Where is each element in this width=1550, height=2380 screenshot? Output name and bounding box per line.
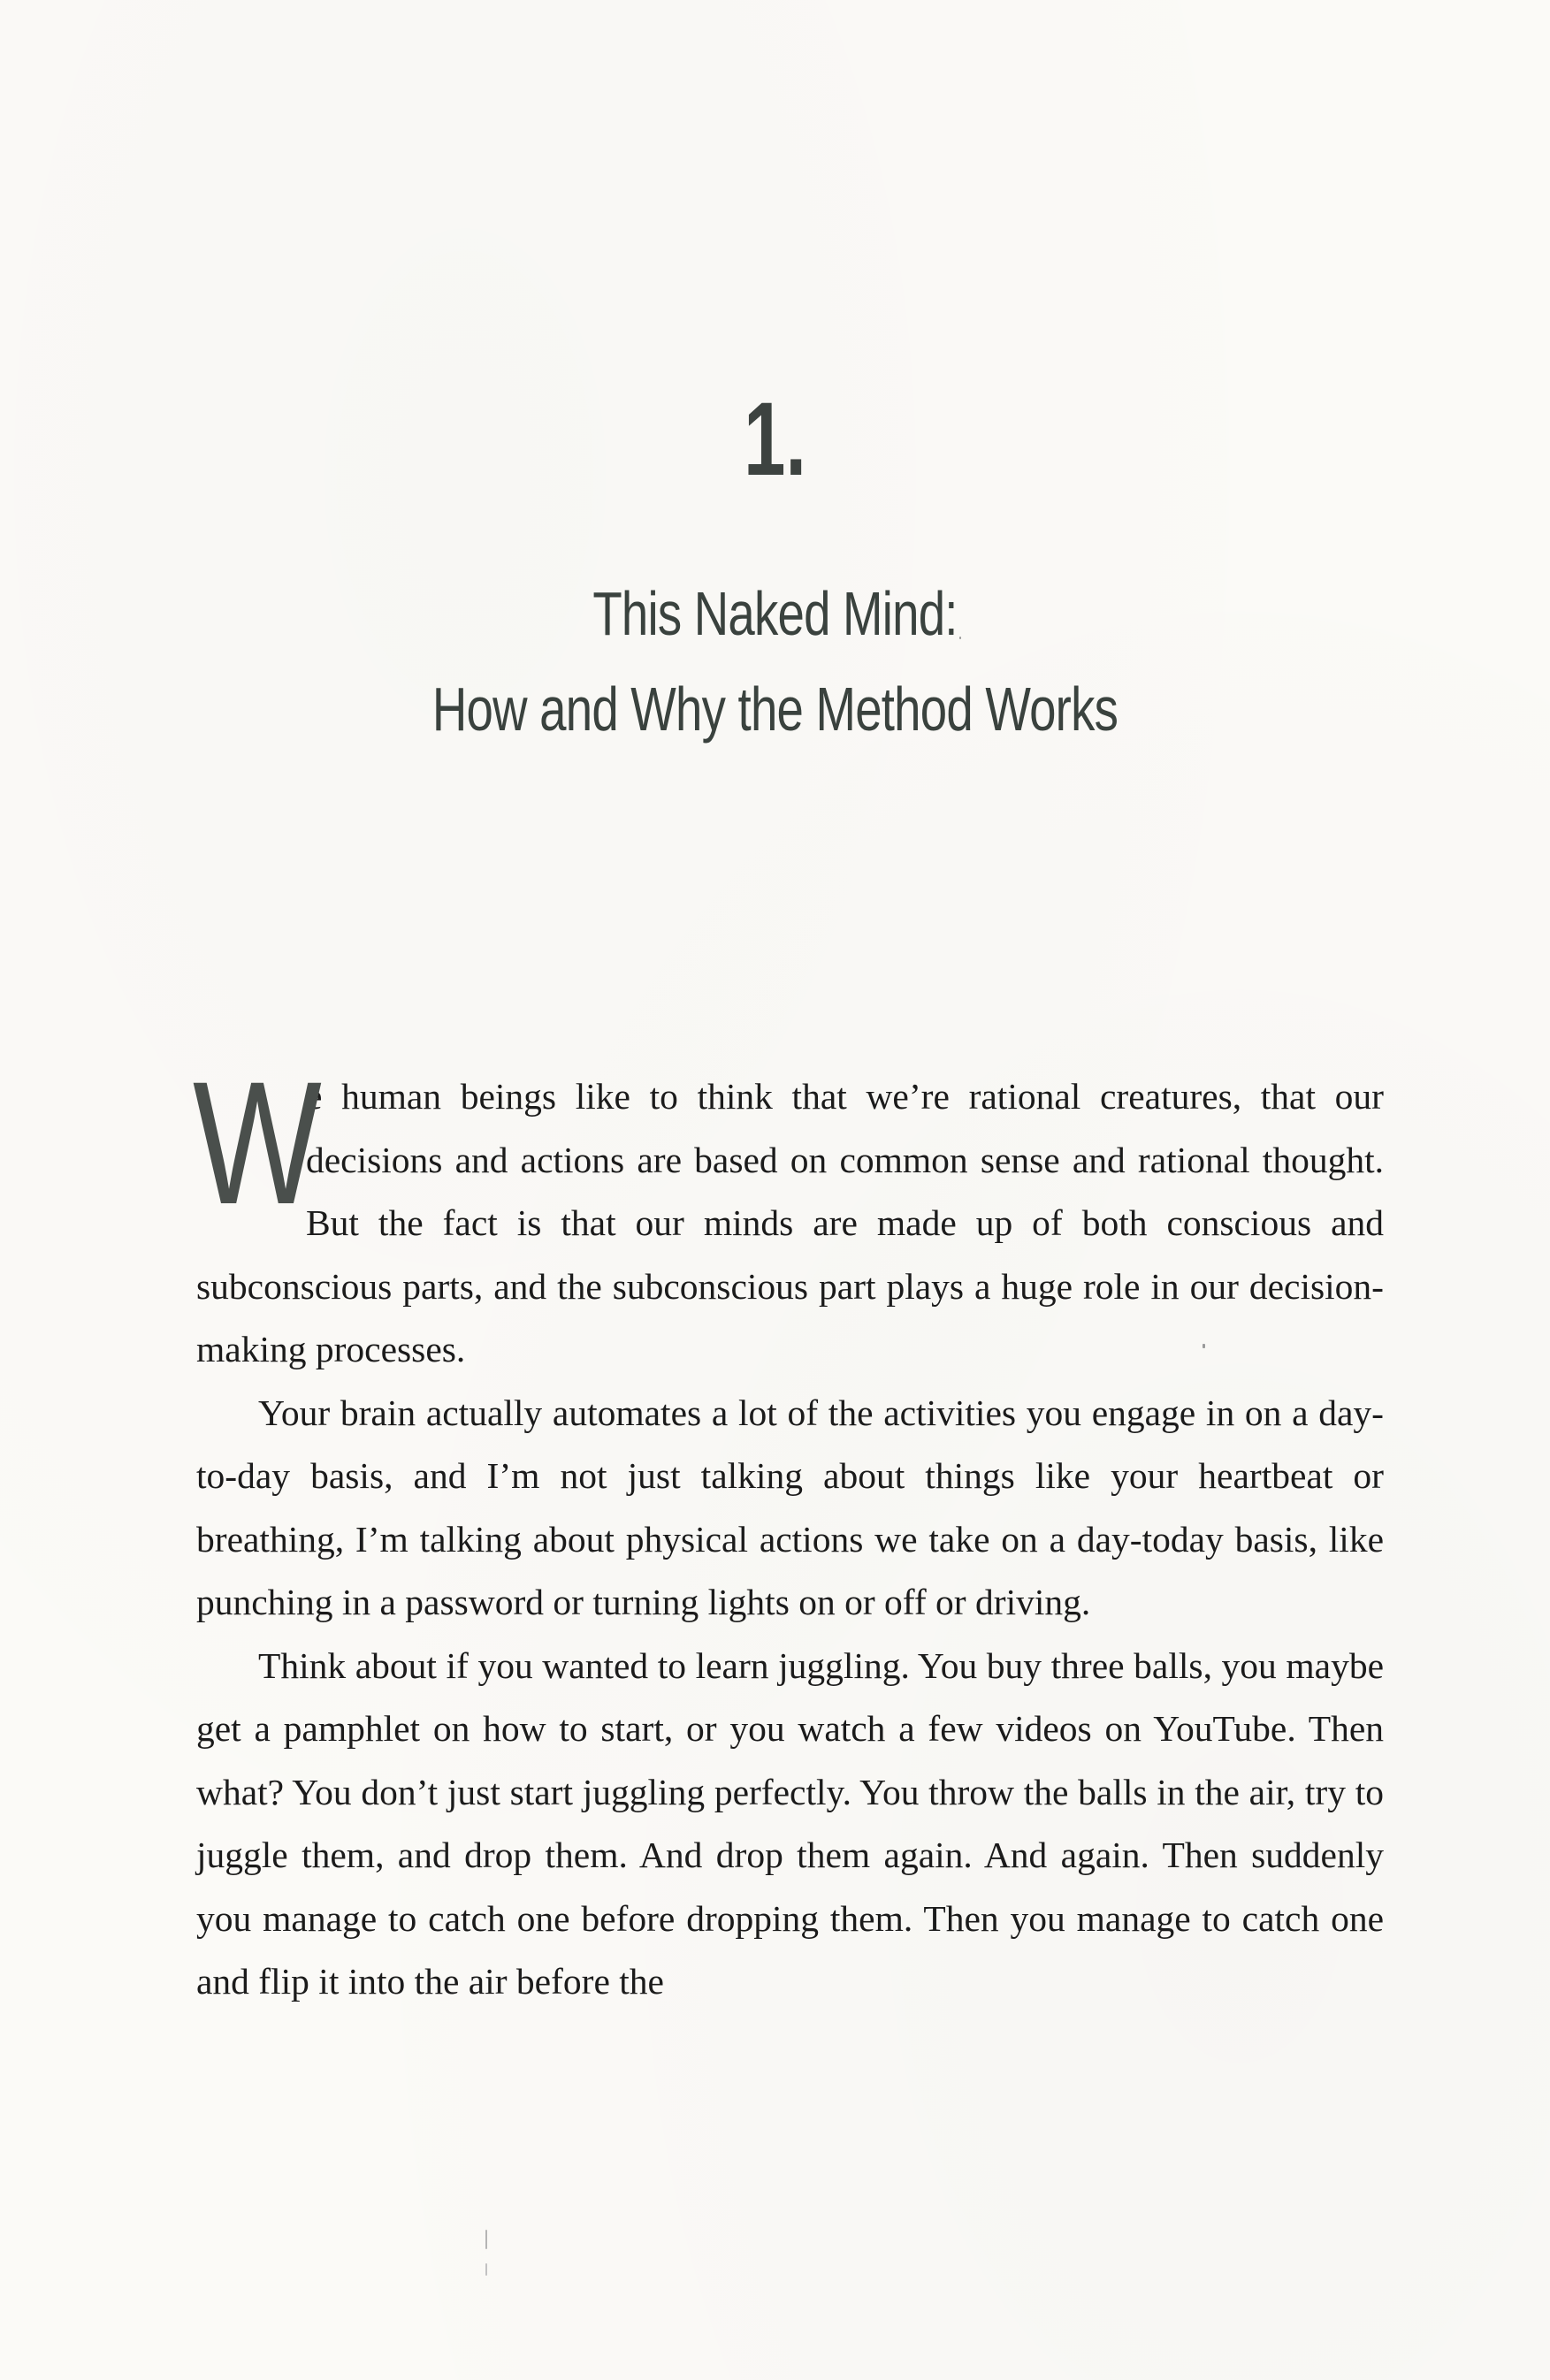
chapter-body [193,1045,1384,2014]
scan-speck [959,637,961,639]
chapter-title [0,566,1550,757]
scan-speck [485,2230,487,2249]
scan-speck [1203,1344,1205,1348]
paragraph-1-text: e human beings like to think that we’re rational creatures, that our decisions and actions are based on common sense and rational thought. But the fact is that our minds are made up of both conscious and subconscious parts, and the subconscious part plays a huge role in our decision-making processes. [196,1076,1384,1369]
drop-cap: W [193,1045,322,1240]
paragraph-1 [193,1045,1384,1382]
chapter-title-line-2: How and Why the Method Works [431,675,1119,744]
scan-speck [485,2263,487,2276]
chapter-number: 1. [744,381,806,498]
chapter-title-line-1: This Naked Mind: [592,579,958,648]
paragraph-3: Think about if you wanted to learn juggling. You buy three balls, you maybe get a pamphlet on how to start, or you watch a few videos on YouTube. Then what? You don’t just start juggling perfectly. You throw the balls in the air, try to juggle them, and drop them. And drop them again. And again. Then suddenly you manage to catch one before dropping them. Then you manage to catch one and flip it into the air before the [196,1644,1384,2002]
paragraph-2: Your brain actually automates a lot of the activities you engage in on a day-to-day basis, and I’m not just talking about things like your heartbeat or breathing, I’m talking about physical actions we take on a day-today basis, like punching in a password or turning lights on or off or driving. [196,1392,1384,1622]
